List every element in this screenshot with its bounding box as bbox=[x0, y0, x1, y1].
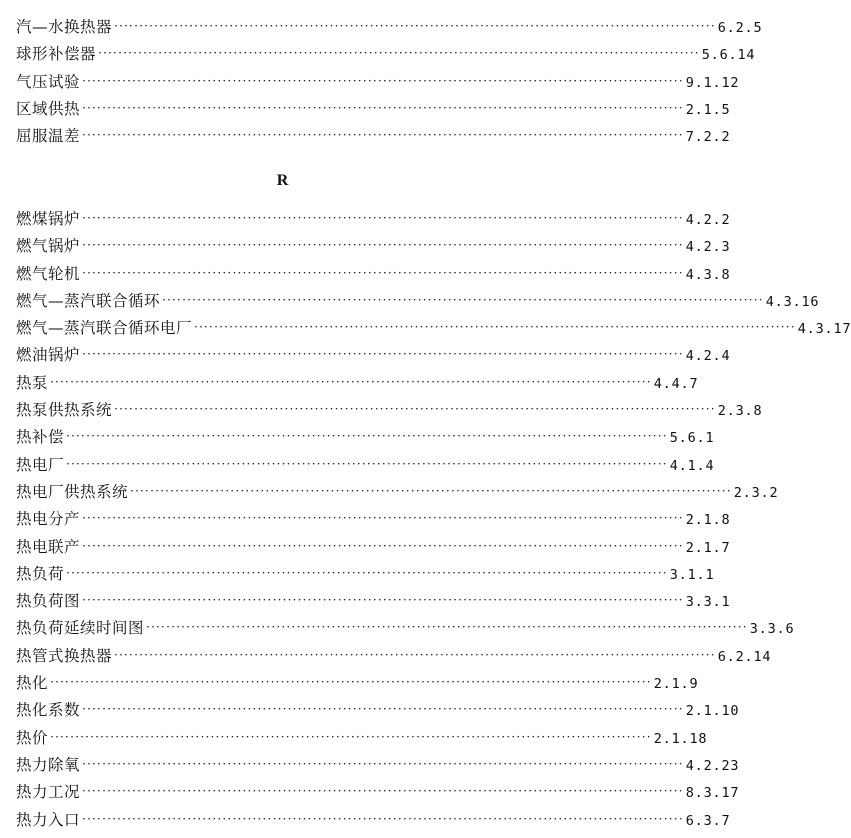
index-term: 汽—水换热器 bbox=[16, 18, 113, 36]
index-term: 热泵 bbox=[16, 373, 49, 392]
index-entry bbox=[16, 206, 731, 233]
index-entry bbox=[16, 397, 763, 424]
dot-leader: ························································································································ bbox=[146, 620, 748, 635]
dot-leader: ························································································································ bbox=[50, 675, 652, 690]
dot-leader: ························································································································ bbox=[50, 374, 652, 389]
index-term: 燃气—蒸汽联合循环电厂 bbox=[16, 319, 193, 338]
dot-leader: ························································································································ bbox=[82, 100, 684, 115]
dot-leader: ························································································································ bbox=[82, 128, 684, 143]
dot-leader: ························································································································ bbox=[98, 46, 700, 61]
index-ref: 6.2.14 bbox=[717, 648, 772, 665]
index-entry bbox=[16, 506, 731, 533]
index-ref: 4.3.16 bbox=[765, 293, 820, 310]
index-term: 热电厂 bbox=[16, 455, 65, 474]
index-term: 热负荷 bbox=[16, 564, 65, 583]
section-heading: R bbox=[276, 172, 289, 189]
dot-leader: ························································································································ bbox=[82, 702, 684, 717]
index-term: 热补偿 bbox=[16, 428, 65, 447]
index-entry bbox=[16, 534, 731, 561]
index-entry bbox=[16, 588, 731, 615]
index-ref: 2.1.7 bbox=[685, 539, 731, 556]
index-term: 屈服温差 bbox=[16, 127, 81, 146]
index-term: 燃气锅炉 bbox=[16, 237, 81, 256]
index-ref: 2.1.8 bbox=[685, 512, 731, 529]
index-term: 热管式换热器 bbox=[16, 646, 113, 665]
dot-leader: ························································································································ bbox=[82, 211, 684, 225]
dot-leader: ························································································································ bbox=[66, 456, 668, 471]
index-ref: 2.1.18 bbox=[653, 730, 708, 747]
index-term: 热电厂供热系统 bbox=[16, 482, 129, 501]
index-term: 区域供热 bbox=[16, 99, 81, 118]
index-ref: 4.3.8 bbox=[685, 266, 731, 283]
dot-leader: ························································································································ bbox=[82, 593, 684, 608]
index-term: 热泵供热系统 bbox=[16, 401, 113, 420]
index-ref: 2.1.9 bbox=[653, 676, 699, 693]
index-entry bbox=[16, 561, 715, 588]
index-term: 热化 bbox=[16, 674, 49, 693]
index-entry bbox=[16, 342, 731, 369]
index-ref: 3.1.1 bbox=[669, 566, 715, 583]
index-ref: 2.1.5 bbox=[685, 101, 731, 118]
index-entry bbox=[16, 424, 715, 451]
index-entry bbox=[16, 41, 756, 68]
index-group-r bbox=[16, 206, 851, 834]
index-entry bbox=[16, 643, 772, 670]
index-entry bbox=[16, 697, 740, 724]
index-term: 燃气轮机 bbox=[16, 264, 81, 283]
index-ref: 2.1.10 bbox=[685, 703, 740, 720]
dot-leader: ························································································································ bbox=[114, 402, 716, 417]
index-ref: 4.2.4 bbox=[685, 348, 731, 365]
dot-leader: ························································································································ bbox=[50, 729, 652, 744]
index-entry bbox=[16, 479, 779, 506]
index-ref: 3.3.1 bbox=[685, 594, 731, 611]
index-group-q bbox=[16, 14, 763, 150]
index-term: 热电分产 bbox=[16, 510, 81, 529]
index-term: 热电联产 bbox=[16, 537, 81, 556]
index-ref: 4.3.17 bbox=[797, 321, 851, 338]
index-ref: 2.3.2 bbox=[733, 484, 779, 501]
dot-leader: ························································································································ bbox=[82, 784, 684, 799]
index-ref: 5.6.1 bbox=[669, 430, 715, 447]
dot-leader: ························································································································ bbox=[66, 429, 668, 444]
dot-leader: ························································································································ bbox=[82, 265, 684, 280]
dot-leader: ························································································································ bbox=[194, 320, 796, 335]
index-term: 燃油锅炉 bbox=[16, 346, 81, 365]
index-term: 热负荷延续时间图 bbox=[16, 619, 145, 638]
index-term: 燃煤锅炉 bbox=[16, 210, 81, 228]
index-entry bbox=[16, 779, 740, 806]
dot-leader: ························································································································ bbox=[114, 19, 716, 33]
index-ref: 2.3.8 bbox=[717, 403, 763, 420]
index-entry bbox=[16, 14, 763, 41]
index-entry bbox=[16, 96, 731, 123]
index-entry bbox=[16, 752, 740, 779]
index-entry bbox=[16, 370, 699, 397]
index-entry bbox=[16, 670, 699, 697]
index-ref: 9.1.12 bbox=[685, 74, 740, 91]
index-ref: 6.3.7 bbox=[685, 812, 731, 829]
index-term: 热力除氧 bbox=[16, 755, 81, 774]
index-term: 气压试验 bbox=[16, 72, 81, 91]
index-term: 热力入口 bbox=[16, 810, 81, 829]
dot-leader: ························································································································ bbox=[130, 483, 732, 498]
index-entry bbox=[16, 123, 731, 150]
index-ref: 4.2.23 bbox=[685, 757, 740, 774]
index-term: 球形补偿器 bbox=[16, 45, 97, 64]
index-term: 热负荷图 bbox=[16, 592, 81, 611]
dot-leader: ························································································································ bbox=[82, 756, 684, 771]
index-ref: 4.4.7 bbox=[653, 375, 699, 392]
index-ref: 5.6.14 bbox=[701, 47, 756, 64]
dot-leader: ························································································································ bbox=[66, 565, 668, 580]
index-entry bbox=[16, 288, 820, 315]
index-ref: 4.2.2 bbox=[685, 212, 731, 228]
dot-leader: ························································································································ bbox=[82, 73, 684, 88]
index-term: 热价 bbox=[16, 728, 49, 747]
index-entry bbox=[16, 615, 795, 642]
dot-leader: ························································································································ bbox=[82, 238, 684, 253]
index-term: 燃气—蒸汽联合循环 bbox=[16, 291, 161, 310]
dot-leader: ························································································································ bbox=[82, 511, 684, 526]
dot-leader: ························································································································ bbox=[162, 292, 764, 307]
index-term: 热化系数 bbox=[16, 701, 81, 720]
dot-leader: ························································································································ bbox=[114, 647, 716, 662]
index-entry bbox=[16, 807, 731, 834]
index-entry bbox=[16, 261, 731, 288]
index-entry bbox=[16, 233, 731, 260]
dot-leader: ························································································································ bbox=[82, 347, 684, 362]
index-ref: 4.2.3 bbox=[685, 239, 731, 256]
dot-leader: ························································································································ bbox=[82, 538, 684, 553]
index-term: 热力工况 bbox=[16, 783, 81, 802]
index-ref: 4.1.4 bbox=[669, 457, 715, 474]
index-ref: 8.3.17 bbox=[685, 785, 740, 802]
index-ref: 3.3.6 bbox=[749, 621, 795, 638]
index-entry bbox=[16, 452, 715, 479]
index-entry bbox=[16, 315, 851, 342]
index-entry bbox=[16, 69, 740, 96]
index-entry bbox=[16, 725, 708, 752]
dot-leader: ························································································································ bbox=[82, 811, 684, 826]
index-ref: 7.2.2 bbox=[685, 129, 731, 146]
index-ref: 6.2.5 bbox=[717, 20, 763, 36]
